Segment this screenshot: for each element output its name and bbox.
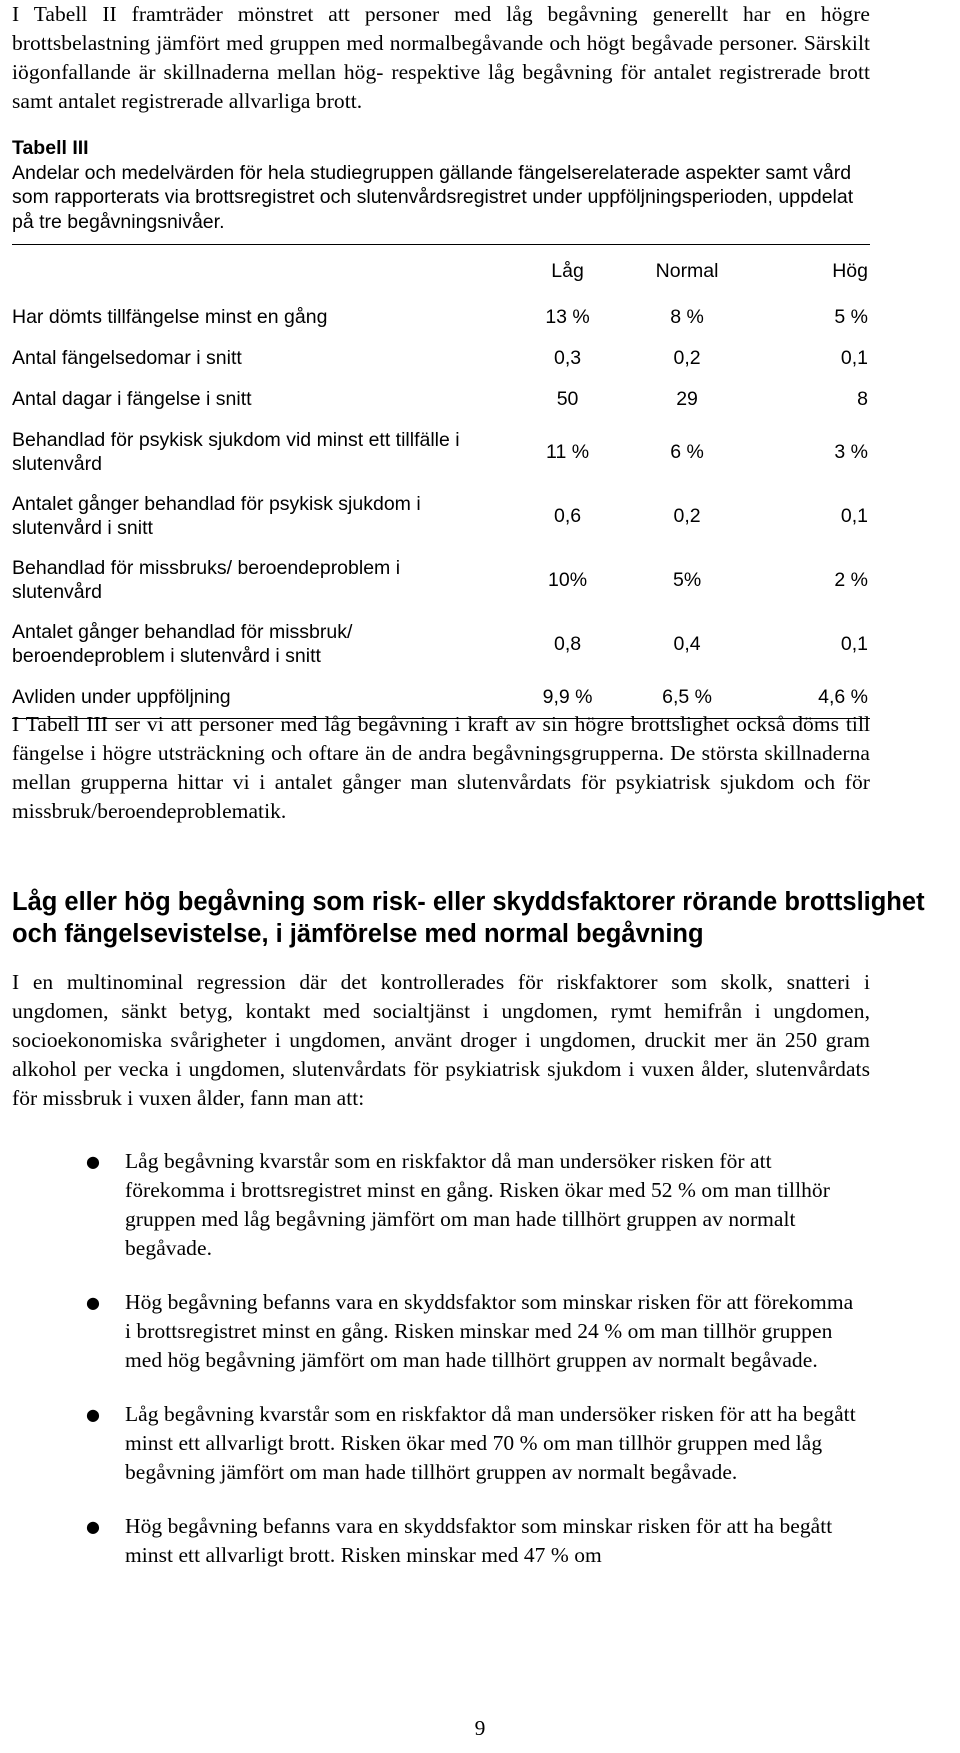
cell-high: 5 % xyxy=(834,306,868,329)
section-heading: Låg eller hög begåvning som risk- eller skyddsfaktorer rörande brottslighet och fängelsevistelse, i jämförelse med normal begåvning xyxy=(12,888,925,948)
table-caption-text: Andelar och medelvärden för hela studiegruppen gällande fängelserelaterade aspekter samt vård som rapporterats via brottsregistret och slutenvårdsregistret under uppföljningsperioden, uppdelat på tre begåvningsnivåer. xyxy=(12,161,854,233)
cell-normal: 6 % xyxy=(670,440,704,463)
cell-high: 0,1 xyxy=(840,347,868,370)
cell-normal: 0,2 xyxy=(673,504,701,527)
column-header-low: Låg xyxy=(551,259,584,282)
cell-high: 3 % xyxy=(834,440,868,463)
list-item-text: Låg begåvning kvarstår som en riskfaktor då man undersöker risken för att ha begått minst ett allvarligt brott. Risken ökar med 70 % om man tillhör gruppen med låg begåvning jämfört om man hade tillhört gruppen av normalt begåvade. xyxy=(125,1402,856,1484)
row-label: Har dömts tillfängelse minst en gång xyxy=(12,306,328,329)
cell-high: 0,1 xyxy=(840,632,868,655)
regression-paragraph: I en multinominal regression där det kontrollerades för riskfaktorer som skolk, snatteri i ungdomen, sänkt betyg, kontakt med socialtjänst i ungdomen, rymt hemifrån i ungdomen, socioekonomiska svårigheter i ungdomen, använt droger i ungdomen, druckit mer än 250 gram alkohol per vecka i ungdomen, slutenvårdats för psykiatrisk sjukdom i vuxen ålder, slutenvårdats för missbruk i vuxen ålder, fann man att: xyxy=(12,970,870,1110)
cell-low: 13 % xyxy=(545,306,590,329)
intro-paragraph: I Tabell II framträder mönstret att personer med låg begåvning generellt har en högre brottsbelastning jämfört med gruppen med normalbegåvande och högt begåvade personer. Särskilt iögonfallande är skillnaderna mellan hög- respektive låg begåvning för antalet registrerade brott samt antalet registrerade allvarliga brott. xyxy=(12,2,870,113)
cell-normal: 0,2 xyxy=(673,347,701,370)
cell-normal: 0,4 xyxy=(673,632,701,655)
table-row xyxy=(12,484,870,548)
row-label: Antalet gånger behandlad för missbruk/ beroendeproblem i slutenvård i snitt xyxy=(12,620,353,667)
table-row xyxy=(12,338,870,379)
list-item xyxy=(12,1512,872,1570)
column-header-high: Hög xyxy=(832,259,868,282)
list-item xyxy=(12,1288,872,1375)
page-number: 9 xyxy=(474,1716,486,1740)
cell-low: 10% xyxy=(548,568,588,591)
table-row xyxy=(12,612,870,676)
row-label: Antal fängelsedomar i snitt xyxy=(12,347,242,370)
cell-low: 0,8 xyxy=(554,632,582,655)
cell-low: 0,3 xyxy=(554,347,582,370)
cell-high: 0,1 xyxy=(840,504,868,527)
bullet-icon: ● xyxy=(86,1152,101,1171)
row-label: Behandlad för psykisk sjukdom vid minst ett tillfälle i slutenvård xyxy=(12,428,460,475)
row-label: Behandlad för missbruks/ beroendeproblem i slutenvård xyxy=(12,556,401,603)
list-item-text: Hög begåvning befanns vara en skyddsfaktor som minskar risken för att förekomma i brottsregistret minst en gång. Risken minskar med 24 % om man tillhör gruppen med hög begåvning jämfört om man hade tillhört gruppen av normalt begåvade. xyxy=(125,1290,854,1372)
list-item xyxy=(12,1400,872,1487)
table-header-row xyxy=(12,245,870,298)
table-row xyxy=(12,420,870,484)
after-table-paragraph: I Tabell III ser vi att personer med låg begåvning i kraft av sin högre brottslighet också döms till fängelse i högre utsträckning och oftare än de andra begåvningsgrupperna. De största skillnaderna mellan grupperna hittar vi i antalet gånger man slutenvårdats för psykiatrisk sjukdom och för missbruk/beroendeproblematik. xyxy=(12,712,870,823)
list-item xyxy=(12,1147,872,1263)
table-row xyxy=(12,548,870,612)
row-label: Antal dagar i fängelse i snitt xyxy=(12,388,252,411)
cell-normal: 8 % xyxy=(670,306,704,329)
table-row xyxy=(12,379,870,420)
cell-high: 4,6 % xyxy=(818,685,868,708)
bullet-icon: ● xyxy=(86,1293,101,1312)
findings-list xyxy=(12,1147,872,1595)
list-item-text: Låg begåvning kvarstår som en riskfaktor då man undersöker risken för att förekomma i brottsregistret minst en gång. Risken ökar med 52 % om man tillhör gruppen med låg begåvning jämfört om man hade tillhört gruppen av normalt begåvade. xyxy=(125,1149,830,1260)
cell-normal: 6,5 % xyxy=(662,685,712,708)
table-caption xyxy=(12,136,870,234)
cell-high: 2 % xyxy=(834,568,868,591)
bullet-icon: ● xyxy=(86,1517,101,1536)
list-item-text: Hög begåvning befanns vara en skyddsfaktor som minskar risken för att ha begått minst ett allvarligt brott. Risken minskar med 47 % om xyxy=(125,1514,833,1567)
table-label: Tabell III xyxy=(12,137,89,159)
column-header-normal: Normal xyxy=(655,259,719,282)
cell-normal: 5% xyxy=(672,568,702,591)
bullet-icon: ● xyxy=(86,1405,101,1424)
cell-normal: 29 xyxy=(676,388,698,411)
cell-low: 9,9 % xyxy=(542,685,593,708)
data-table xyxy=(12,244,870,719)
cell-low: 0,6 xyxy=(554,504,582,527)
header-empty-cell xyxy=(12,245,515,298)
row-label: Antalet gånger behandlad för psykisk sjukdom i slutenvård i snitt xyxy=(12,492,421,539)
cell-low: 50 xyxy=(556,388,579,411)
row-label: Avliden under uppföljning xyxy=(12,685,231,708)
table-row xyxy=(12,297,870,338)
cell-low: 11 % xyxy=(546,440,590,463)
cell-high: 8 xyxy=(857,388,868,411)
